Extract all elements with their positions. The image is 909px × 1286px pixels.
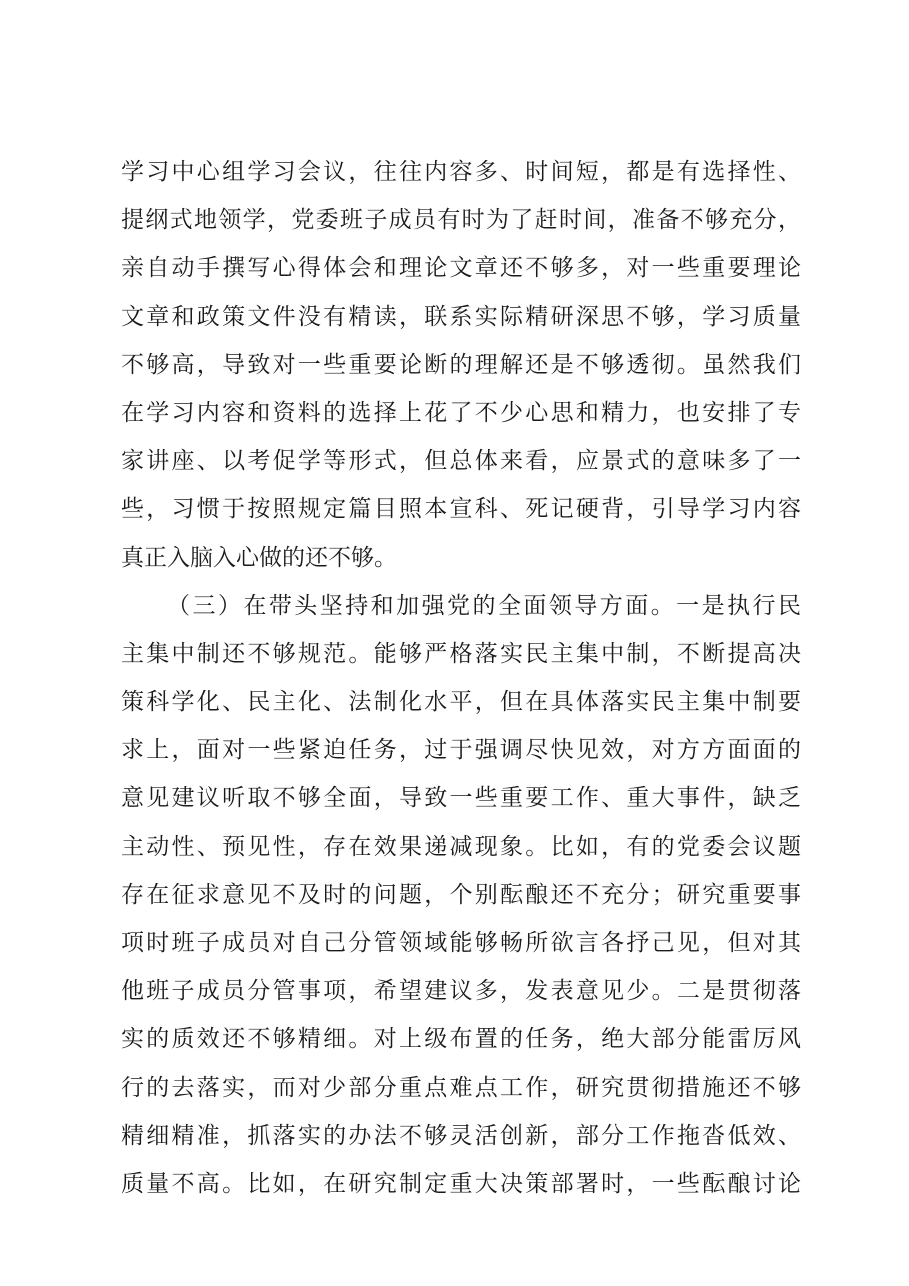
text-line: 提纲式地领学，党委班子成员有时为了赶时间，准备不够充分， (121, 207, 801, 234)
text-line: 行的去落实，而对少部分重点难点工作，研究贯彻措施还不够 (121, 1074, 801, 1101)
text-line: 亲自动手撰写心得体会和理论文章还不够多，对一些重要理论 (121, 255, 801, 282)
section-heading-line: （三）在带头坚持和加强党的全面领导方面。一是执行民 (167, 592, 801, 619)
paragraph-end-line: 真正入脑入心做的还不够。 (121, 544, 397, 571)
text-line: 不够高，导致对一些重要论断的理解还是不够透彻。虽然我们 (121, 351, 801, 378)
text-line: 策科学化、民主化、法制化水平，但在具体落实民主集中制要 (121, 689, 801, 716)
text-line: 家讲座、以考促学等形式，但总体来看，应景式的意味多了一 (121, 448, 801, 475)
text-line: 实的质效还不够精细。对上级布置的任务，绝大部分能雷厉风 (121, 1026, 801, 1053)
text-line: 质量不高。比如，在研究制定重大决策部署时，一些酝酿讨论 (121, 1170, 801, 1197)
document-body (121, 148, 801, 1208)
text-line: 文章和政策文件没有精读，联系实际精研深思不够，学习质量 (121, 303, 801, 330)
text-line: 项时班子成员对自己分管领域能够畅所欲言各抒己见，但对其 (121, 930, 801, 956)
text-line: 主动性、预见性，存在效果递减现象。比如，有的党委会议题 (121, 833, 801, 860)
text-line: 学习中心组学习会议，往往内容多、时间短，都是有选择性、 (121, 159, 801, 185)
text-line: 意见建议听取不够全面，导致一些重要工作、重大事件，缺乏 (121, 785, 801, 812)
text-line: 些，习惯于按照规定篇目照本宣科、死记硬背，引导学习内容 (121, 496, 801, 523)
text-line: 主集中制还不够规范。能够严格落实民主集中制，不断提高决 (121, 640, 801, 667)
text-line: 求上，面对一些紧迫任务，过于强调尽快见效，对方方面面的 (121, 737, 801, 764)
text-line: 在学习内容和资料的选择上花了不少心思和精力，也安排了专 (121, 399, 801, 426)
text-line: 存在征求意见不及时的问题，个别酝酿还不充分；研究重要事 (121, 881, 801, 908)
text-line: 他班子成员分管事项，希望建议多，发表意见少。二是贯彻落 (121, 978, 801, 1005)
text-line: 精细精准，抓落实的办法不够灵活创新，部分工作拖沓低效、 (121, 1122, 801, 1149)
